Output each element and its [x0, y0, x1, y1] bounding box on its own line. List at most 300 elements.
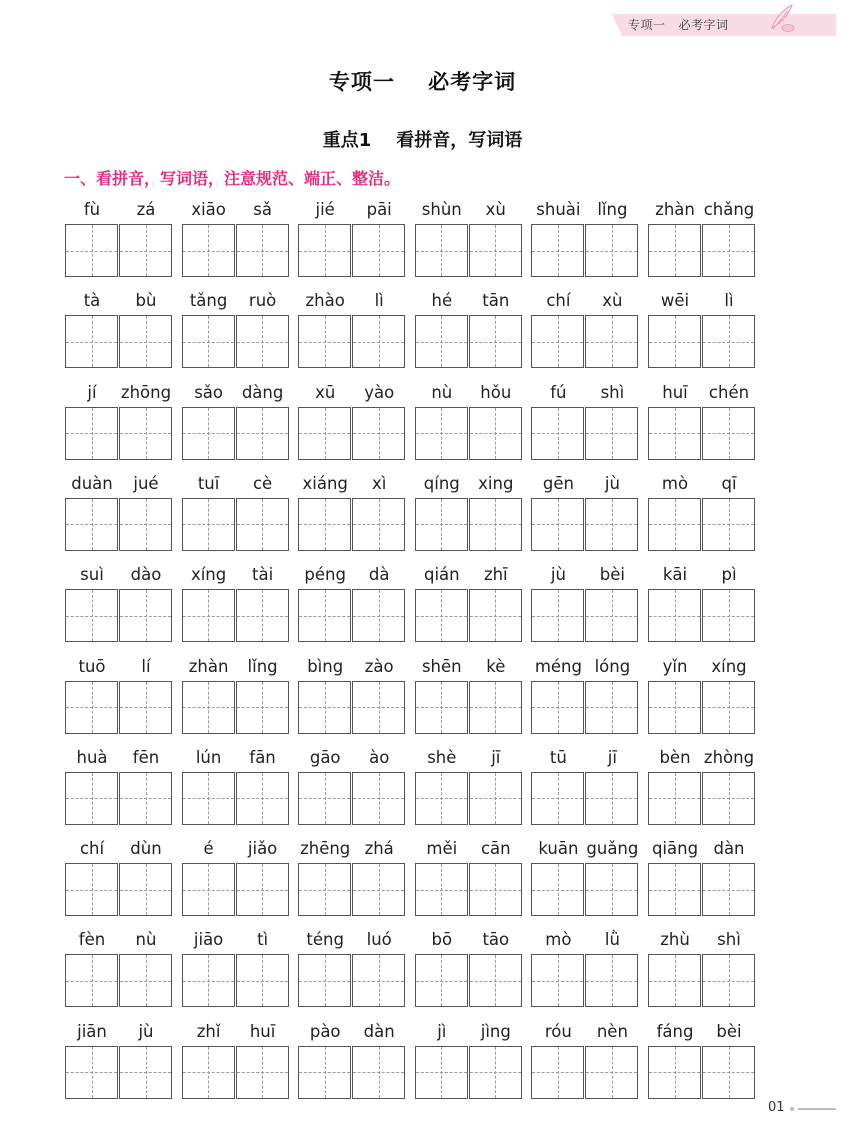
writing-box[interactable]: [648, 681, 701, 734]
writing-box[interactable]: [531, 772, 584, 825]
writing-box[interactable]: [182, 498, 235, 551]
writing-box[interactable]: [65, 681, 118, 734]
writing-box[interactable]: [648, 498, 701, 551]
word-cell: [415, 928, 523, 1009]
section-title: 重点1 看拼音，写词语: [322, 130, 523, 151]
word-cell: [65, 563, 173, 644]
word-cell: [298, 563, 406, 644]
pinyin-label: shùn: [421, 200, 462, 219]
pinyin-label: jiǎo: [247, 839, 278, 859]
writing-box[interactable]: [469, 589, 522, 642]
pinyin-label: lóng: [594, 656, 631, 676]
word-cell: [415, 837, 523, 918]
pinyin-label: jù: [138, 1021, 154, 1041]
word-cell: [65, 472, 173, 553]
writing-box[interactable]: [531, 589, 584, 642]
pinyin-label: shì: [717, 930, 741, 950]
writing-box[interactable]: [415, 863, 468, 916]
writing-box[interactable]: [236, 1046, 289, 1099]
word-cell: [531, 563, 639, 644]
pinyin-label: lì: [724, 291, 734, 311]
writing-box[interactable]: [65, 863, 118, 916]
pinyin-label: xù: [602, 291, 623, 311]
writing-box[interactable]: [415, 589, 468, 642]
writing-box[interactable]: [531, 315, 584, 368]
word-cell: [182, 472, 290, 553]
pinyin-label: lún: [195, 747, 222, 767]
writing-box[interactable]: [182, 954, 235, 1007]
word-cell: [531, 837, 639, 918]
pinyin-label: zhōng: [120, 382, 172, 402]
writing-box[interactable]: [236, 681, 289, 734]
pinyin-label: huà: [76, 747, 108, 767]
writing-box[interactable]: [65, 498, 118, 551]
writing-box[interactable]: [352, 772, 405, 825]
writing-box[interactable]: [648, 589, 701, 642]
writing-box[interactable]: [702, 315, 755, 368]
writing-box[interactable]: [531, 1046, 584, 1099]
word-cell: [65, 198, 173, 279]
pinyin-label: xing: [478, 473, 514, 493]
pinyin-label: zhī: [483, 565, 508, 585]
writing-box[interactable]: [119, 1046, 172, 1099]
word-cell: [298, 381, 406, 462]
writing-box[interactable]: [648, 954, 701, 1007]
word-cell: [298, 289, 406, 370]
pinyin-label: jí: [87, 382, 97, 402]
pinyin-label: tì: [257, 930, 269, 950]
writing-box[interactable]: [119, 954, 172, 1007]
pinyin-label: fèn: [78, 930, 106, 950]
writing-box[interactable]: [469, 498, 522, 551]
pinyin-label: shēn: [421, 656, 462, 676]
writing-box[interactable]: [469, 315, 522, 368]
writing-box[interactable]: [182, 407, 235, 460]
pinyin-label: chén: [708, 382, 750, 402]
word-cell: [415, 289, 523, 370]
pinyin-label: jìng: [480, 1021, 511, 1041]
pinyin-label: qī: [721, 473, 737, 493]
writing-box[interactable]: [119, 315, 172, 368]
word-cell: [648, 563, 756, 644]
pinyin-label: xì: [372, 473, 387, 493]
pinyin-label: duàn: [71, 473, 113, 493]
pinyin-label: yǐn: [662, 656, 688, 676]
writing-box[interactable]: [648, 315, 701, 368]
word-cell: [648, 472, 756, 553]
writing-box[interactable]: [648, 407, 701, 460]
pinyin-label: kāi: [662, 565, 688, 585]
writing-box[interactable]: [298, 407, 351, 460]
writing-box[interactable]: [469, 863, 522, 916]
pinyin-label: ào: [369, 747, 390, 767]
writing-box[interactable]: [119, 224, 172, 277]
pinyin-label: hǒu: [480, 382, 512, 402]
pinyin-label: téng: [306, 930, 344, 950]
pinyin-label: tài: [252, 565, 274, 585]
writing-box[interactable]: [65, 1046, 118, 1099]
pinyin-label: zhào: [305, 291, 345, 311]
writing-box[interactable]: [236, 589, 289, 642]
pinyin-label: bèi: [716, 1021, 742, 1041]
word-cell: [65, 928, 173, 1009]
word-cell: [298, 655, 406, 736]
writing-box[interactable]: [65, 954, 118, 1007]
writing-box[interactable]: [531, 498, 584, 551]
writing-box[interactable]: [415, 1046, 468, 1099]
pinyin-label: guǎng: [586, 839, 639, 859]
page-line: [798, 1108, 836, 1110]
pinyin-label: jī: [607, 747, 617, 767]
word-cell: [65, 837, 173, 918]
header-label: 专项一 必考字词: [628, 18, 729, 32]
writing-box[interactable]: [182, 1046, 235, 1099]
word-cell: [182, 563, 290, 644]
pinyin-label: jù: [604, 473, 620, 493]
pinyin-label: zhēng: [300, 839, 351, 859]
pinyin-label: fān: [249, 747, 276, 767]
pinyin-label: zhòng: [703, 747, 755, 767]
pinyin-label: shì: [600, 382, 625, 402]
writing-box[interactable]: [415, 954, 468, 1007]
writing-box[interactable]: [298, 772, 351, 825]
word-cell: [415, 563, 523, 644]
writing-box[interactable]: [352, 407, 405, 460]
pinyin-label: tāo: [482, 930, 510, 950]
word-cell: [648, 1020, 756, 1101]
pinyin-label: jiān: [77, 1021, 107, 1041]
pinyin-label: kè: [486, 656, 506, 676]
writing-box[interactable]: [415, 498, 468, 551]
writing-box[interactable]: [119, 681, 172, 734]
word-cell: [648, 381, 756, 462]
writing-box[interactable]: [415, 315, 468, 368]
pinyin-label: bù: [135, 291, 157, 311]
pinyin-label: péng: [304, 565, 346, 585]
writing-box[interactable]: [119, 772, 172, 825]
word-cell: [415, 746, 523, 827]
writing-box[interactable]: [531, 681, 584, 734]
writing-box[interactable]: [65, 589, 118, 642]
writing-box[interactable]: [119, 407, 172, 460]
pinyin-label: mò: [545, 930, 572, 950]
word-cell: [415, 381, 523, 462]
writing-box[interactable]: [352, 224, 405, 277]
pinyin-label: zhù: [660, 930, 690, 950]
pinyin-label: huī: [249, 1021, 276, 1041]
pinyin-label: wēi: [660, 291, 690, 311]
pinyin-label: chǎng: [703, 200, 755, 219]
writing-box[interactable]: [648, 224, 701, 277]
word-cell: [298, 198, 406, 279]
writing-box[interactable]: [415, 407, 468, 460]
writing-box[interactable]: [469, 407, 522, 460]
writing-box[interactable]: [119, 498, 172, 551]
writing-box[interactable]: [236, 224, 289, 277]
writing-box[interactable]: [298, 315, 351, 368]
pinyin-label: cān: [480, 839, 511, 859]
writing-box[interactable]: [298, 589, 351, 642]
word-cell: [531, 1020, 639, 1101]
word-cell: [182, 928, 290, 1009]
pinyin-label: zhàn: [655, 200, 695, 219]
writing-box[interactable]: [648, 1046, 701, 1099]
pinyin-label: qíng: [423, 473, 460, 493]
writing-box[interactable]: [702, 954, 755, 1007]
writing-box[interactable]: [182, 224, 235, 277]
word-cell: [531, 472, 639, 553]
pinyin-label: nù: [135, 930, 157, 950]
pinyin-label: cè: [252, 473, 273, 493]
writing-box[interactable]: [236, 407, 289, 460]
writing-box[interactable]: [298, 224, 351, 277]
writing-box[interactable]: [119, 589, 172, 642]
word-cell: [182, 746, 290, 827]
writing-box[interactable]: [531, 954, 584, 1007]
pinyin-label: tū: [549, 747, 567, 767]
pinyin-label: tuī: [197, 473, 220, 493]
writing-box[interactable]: [65, 315, 118, 368]
pinyin-label: zhàn: [188, 656, 229, 676]
writing-box[interactable]: [585, 315, 638, 368]
pinyin-label: dàn: [713, 839, 745, 859]
pinyin-label: tuō: [78, 656, 106, 676]
writing-box[interactable]: [182, 315, 235, 368]
pinyin-label: é: [203, 839, 214, 859]
pinyin-label: dàng: [241, 382, 284, 402]
word-cell: [65, 289, 173, 370]
page-number: 01: [768, 1100, 785, 1115]
pinyin-label: nù: [431, 382, 453, 402]
pinyin-label: xū: [315, 382, 336, 402]
writing-box[interactable]: [648, 863, 701, 916]
writing-box[interactable]: [352, 315, 405, 368]
writing-box[interactable]: [298, 863, 351, 916]
writing-box[interactable]: [236, 772, 289, 825]
writing-box[interactable]: [702, 772, 755, 825]
word-cell: [531, 746, 639, 827]
pinyin-label: gēn: [542, 473, 574, 493]
writing-box[interactable]: [585, 681, 638, 734]
pinyin-label: xiáng: [302, 473, 348, 493]
pinyin-label: shuài: [536, 200, 581, 219]
word-cell: [65, 746, 173, 827]
pinyin-label: bìng: [307, 656, 344, 676]
writing-box[interactable]: [531, 224, 584, 277]
pinyin-label: bèn: [659, 747, 691, 767]
pinyin-label: méng: [534, 656, 582, 676]
word-cell: [531, 928, 639, 1009]
writing-box[interactable]: [702, 681, 755, 734]
writing-box[interactable]: [352, 954, 405, 1007]
pinyin-label: tà: [83, 291, 101, 311]
pinyin-label: měi: [426, 839, 458, 859]
word-cell: [298, 1020, 406, 1101]
writing-box[interactable]: [702, 498, 755, 551]
pinyin-label: gāo: [309, 747, 341, 767]
pinyin-label: yào: [364, 382, 395, 402]
word-cell: [648, 746, 756, 827]
pinyin-label: jiāo: [193, 930, 224, 950]
writing-box[interactable]: [702, 224, 755, 277]
word-cell: [531, 655, 639, 736]
pinyin-label: shè: [427, 747, 457, 767]
writing-box[interactable]: [298, 954, 351, 1007]
pinyin-label: pì: [721, 565, 737, 585]
writing-box[interactable]: [469, 772, 522, 825]
word-cell: [298, 746, 406, 827]
pinyin-label: zhǐ: [196, 1021, 221, 1041]
writing-box[interactable]: [352, 498, 405, 551]
word-cell: [182, 381, 290, 462]
pinyin-label: zhá: [364, 839, 394, 859]
writing-box[interactable]: [236, 498, 289, 551]
pinyin-label: sǎo: [194, 382, 223, 402]
word-cell: [182, 198, 290, 279]
word-cell: [182, 655, 290, 736]
writing-box[interactable]: [702, 407, 755, 460]
writing-box[interactable]: [182, 589, 235, 642]
pinyin-label: fēn: [132, 747, 160, 767]
writing-box[interactable]: [236, 863, 289, 916]
writing-box[interactable]: [236, 315, 289, 368]
word-cell: [531, 198, 639, 279]
pinyin-label: ruò: [248, 291, 277, 311]
pinyin-label: luó: [366, 930, 392, 950]
writing-box[interactable]: [702, 1046, 755, 1099]
writing-box[interactable]: [585, 589, 638, 642]
word-cell: [415, 472, 523, 553]
writing-box[interactable]: [702, 589, 755, 642]
pinyin-label: chí: [546, 291, 571, 311]
writing-box[interactable]: [531, 407, 584, 460]
word-cell: [648, 928, 756, 1009]
writing-box[interactable]: [585, 863, 638, 916]
pinyin-label: róu: [544, 1021, 572, 1041]
word-cell: [648, 655, 756, 736]
writing-box[interactable]: [298, 498, 351, 551]
pinyin-label: huī: [662, 382, 688, 402]
exercise-instruction: 一、看拼音，写词语，注意规范、端正、整洁。: [64, 169, 401, 188]
writing-box[interactable]: [298, 681, 351, 734]
pinyin-label: qiāng: [651, 839, 699, 859]
writing-box[interactable]: [236, 954, 289, 1007]
pinyin-label: kuān: [538, 839, 579, 859]
writing-box[interactable]: [182, 772, 235, 825]
writing-box[interactable]: [531, 863, 584, 916]
pinyin-label: xíng: [190, 565, 227, 585]
pinyin-label: dùn: [130, 839, 162, 859]
writing-box[interactable]: [469, 954, 522, 1007]
writing-box[interactable]: [352, 681, 405, 734]
writing-box[interactable]: [415, 681, 468, 734]
pinyin-label: chí: [79, 839, 105, 859]
page-title: 专项一 必考字词: [328, 70, 517, 94]
writing-box[interactable]: [702, 863, 755, 916]
page-dot: [790, 1107, 794, 1111]
word-cell: [182, 1020, 290, 1101]
pinyin-label: dà: [368, 565, 390, 585]
pinyin-label: lí: [141, 656, 151, 676]
writing-box[interactable]: [648, 772, 701, 825]
writing-box[interactable]: [352, 863, 405, 916]
word-cell: [182, 837, 290, 918]
writing-box[interactable]: [469, 1046, 522, 1099]
pinyin-label: lǐng: [597, 200, 628, 219]
writing-box[interactable]: [469, 224, 522, 277]
writing-box[interactable]: [182, 863, 235, 916]
pinyin-label: mò: [661, 473, 689, 493]
pinyin-label: xíng: [711, 656, 747, 676]
writing-box[interactable]: [585, 498, 638, 551]
pinyin-label: fáng: [656, 1021, 694, 1041]
pinyin-label: bèi: [599, 565, 625, 585]
writing-box[interactable]: [352, 589, 405, 642]
pinyin-label: lì: [374, 291, 384, 311]
pinyin-label: zá: [136, 200, 156, 219]
writing-box[interactable]: [415, 224, 468, 277]
writing-box[interactable]: [65, 772, 118, 825]
writing-box[interactable]: [469, 681, 522, 734]
pinyin-label: hé: [431, 291, 453, 311]
writing-box[interactable]: [585, 772, 638, 825]
pinyin-label: lǐng: [247, 656, 278, 676]
pinyin-label: jī: [491, 747, 501, 767]
word-cell: [531, 381, 639, 462]
word-cell: [648, 198, 756, 279]
pinyin-label: pào: [309, 1021, 341, 1041]
writing-box[interactable]: [415, 772, 468, 825]
pinyin-label: zào: [364, 656, 394, 676]
pinyin-label: nèn: [596, 1021, 628, 1041]
pinyin-label: jì: [437, 1021, 447, 1041]
word-cell: [65, 655, 173, 736]
pinyin-label: xiāo: [191, 200, 226, 219]
writing-box[interactable]: [298, 1046, 351, 1099]
writing-box[interactable]: [585, 224, 638, 277]
writing-box[interactable]: [585, 1046, 638, 1099]
pinyin-label: xù: [485, 200, 506, 219]
pinyin-label: fù: [83, 200, 101, 219]
pinyin-label: dào: [130, 565, 162, 585]
quill-feather-icon: [766, 2, 796, 34]
writing-box[interactable]: [65, 224, 118, 277]
pinyin-label: suì: [80, 565, 104, 585]
pinyin-label: jué: [133, 473, 159, 493]
word-cell: [648, 837, 756, 918]
writing-box[interactable]: [352, 1046, 405, 1099]
pinyin-label: tān: [482, 291, 510, 311]
word-cell: [415, 1020, 523, 1101]
word-cell: [65, 381, 173, 462]
word-cell: [298, 928, 406, 1009]
word-cell: [298, 837, 406, 918]
word-cell: [298, 472, 406, 553]
writing-box[interactable]: [65, 407, 118, 460]
pinyin-label: jù: [550, 565, 566, 585]
writing-box[interactable]: [585, 407, 638, 460]
word-cell: [65, 1020, 173, 1101]
pinyin-label: qián: [423, 565, 460, 585]
word-cell: [182, 289, 290, 370]
pinyin-label: lǜ: [604, 930, 620, 950]
writing-box[interactable]: [119, 863, 172, 916]
writing-box[interactable]: [182, 681, 235, 734]
pinyin-label: fú: [550, 382, 567, 402]
writing-box[interactable]: [585, 954, 638, 1007]
pinyin-label: sǎ: [253, 200, 272, 219]
pinyin-label: bō: [431, 930, 453, 950]
